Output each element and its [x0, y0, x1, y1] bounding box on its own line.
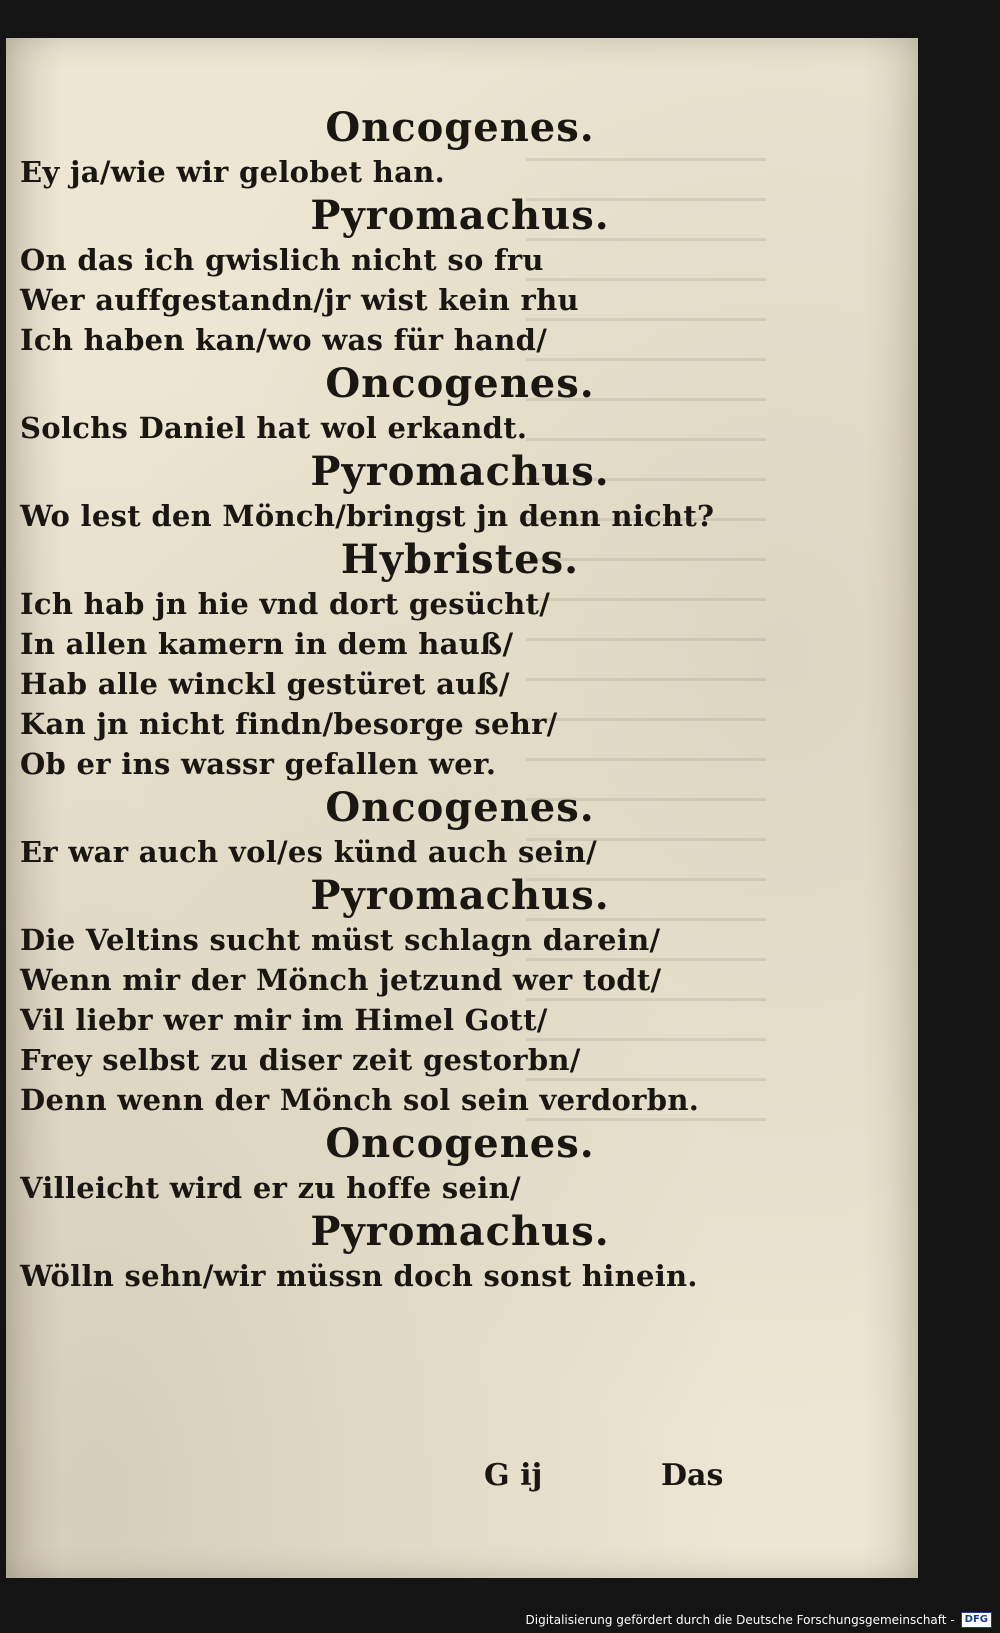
verse-line: Solchs Daniel hat wol erkandt. — [20, 411, 528, 445]
speaker-name: Hybristes. — [340, 536, 580, 583]
verse-line: Wo lest den Mönch/bringst jn denn nicht? — [20, 499, 715, 533]
verse-line: Ich haben kan/wo was für hand/ — [20, 323, 548, 357]
speaker-name: Pyromachus. — [310, 192, 610, 239]
verse-line: Die Veltins sucht müst schlagn darein/ — [20, 923, 661, 957]
page-footer — [6, 1458, 906, 1498]
verse-line: Frey selbst zu diser zeit gestorbn/ — [20, 1043, 581, 1077]
verse-line: In allen kamern in dem hauß/ — [20, 627, 514, 661]
verse-line: On das ich gwislich nicht so fru — [20, 243, 544, 277]
speaker-name: Pyromachus. — [310, 1208, 610, 1255]
verse-line: Villeicht wird er zu hoffe sein/ — [20, 1171, 521, 1205]
verse-line: Ich hab jn hie vnd dort gesücht/ — [20, 587, 551, 621]
signature-mark: G ij — [484, 1458, 543, 1493]
verse-line: Wer auffgestandn/jr wist kein rhu — [20, 283, 579, 317]
speaker-name: Oncogenes. — [325, 784, 595, 831]
verse-line: Kan jn nicht findn/besorge sehr/ — [20, 707, 558, 741]
verse-line: Denn wenn der Mönch sol sein verdorbn. — [20, 1083, 700, 1117]
verse-line: Ey ja/wie wir gelobet han. — [20, 155, 445, 189]
speaker-name: Oncogenes. — [325, 104, 595, 151]
credit-text: Digitalisierung gefördert durch die Deutsche Forschungsgemeinschaft - — [525, 1613, 955, 1627]
book-page — [6, 38, 918, 1578]
verse-line: Ob er ins wassr gefallen wer. — [20, 747, 497, 781]
speaker-name: Pyromachus. — [310, 448, 610, 495]
verse-line: Vil liebr wer mir im Himel Gott/ — [20, 1003, 548, 1037]
verse-line: Wölln sehn/wir müssn doch sonst hinein. — [20, 1259, 698, 1293]
speaker-name: Oncogenes. — [325, 360, 595, 407]
dfg-credit — [526, 1609, 993, 1631]
verse-text-block — [20, 104, 900, 1296]
speaker-name: Oncogenes. — [325, 1120, 595, 1167]
verse-line: Wenn mir der Mönch jetzund wer todt/ — [20, 963, 662, 997]
dfg-logo-icon: DFG — [961, 1612, 992, 1628]
catchword: Das — [661, 1458, 724, 1493]
speaker-name: Pyromachus. — [310, 872, 610, 919]
verse-line: Hab alle winckl gestüret auß/ — [20, 667, 510, 701]
verse-line: Er war auch vol/es künd auch sein/ — [20, 835, 598, 869]
